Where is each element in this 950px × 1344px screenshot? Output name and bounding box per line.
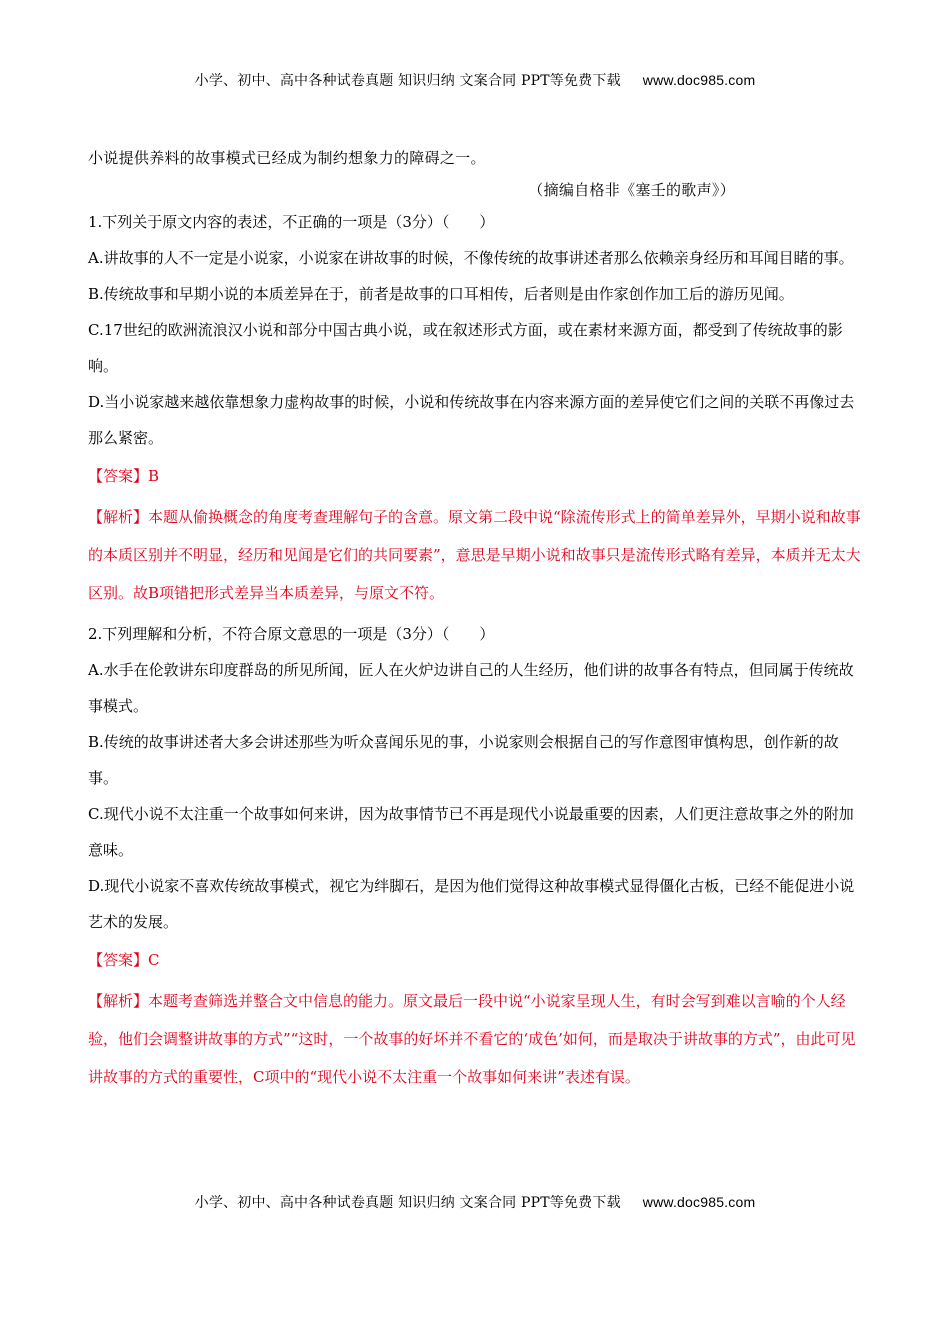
document-body xyxy=(88,148,863,1100)
page-header xyxy=(0,70,950,90)
option-a: A.水手在伦敦讲东印度群岛的所见所闻，匠人在火炉边讲自己的人生经历，他们讲的故事各有特点，但同属于传统故事模式。 xyxy=(88,661,854,715)
option-b: B.传统故事和早期小说的本质差异在于，前者是故事的口耳相传，后者则是由作家创作加工后的游历见闻。 xyxy=(88,285,794,303)
option-b: B.传统的故事讲述者大多会讲述那些为听众喜闻乐见的事，小说家则会根据自己的写作意图审慎构思，创作新的故事。 xyxy=(88,733,839,787)
analysis: 【解析】本题考查筛选并整合文中信息的能力。原文最后一段中说“小说家呈现人生，有时会写到难以言喻的个人经验，他们会调整讲故事的方式”“这时，一个故事的好坏并不看它的‘成色’如何，而是取决于讲故事的方式”，由此可见讲故事的方式的重要性，C项中的“现代小说不太注重一个故事如何来讲”表述有误。 xyxy=(88,992,856,1086)
question-stem: 1.下列关于原文内容的表述，不正确的一项是（3分）（ ） xyxy=(88,213,495,231)
analysis: 【解析】本题从偷换概念的角度考查理解句子的含意。原文第二段中说“除流传形式上的简单差异外，早期小说和故事的本质区别并不明显，经历和见闻是它们的共同要素”，意思是早期小说和故事只是流传形式略有差异，本质并无太大区别。故B项错把形式差异当本质差异，与原文不符。 xyxy=(88,508,861,602)
option-d: D.当小说家越来越依靠想象力虚构故事的时候，小说和传统故事在内容来源方面的差异使它们之间的关联不再像过去那么紧密。 xyxy=(88,393,855,447)
option-d: D.现代小说家不喜欢传统故事模式，视它为绊脚石，是因为他们觉得这种故事模式显得僵化古板，已经不能促进小说艺术的发展。 xyxy=(88,877,855,931)
intro-paragraph: 小说提供养料的故事模式已经成为制约想象力的障碍之一。 xyxy=(88,149,486,167)
source-citation: （摘编自格非《塞壬的歌声》） xyxy=(528,181,735,199)
header-text: 小学、初中、高中各种试卷真题 知识归纳 文案合同 PPT等免费下载 xyxy=(194,73,621,89)
question-stem: 2.下列理解和分析，不符合原文意思的一项是（3分）（ ） xyxy=(88,625,495,643)
option-c: C.17世纪的欧洲流浪汉小说和部分中国古典小说，或在叙述形式方面，或在素材来源方面，都受到了传统故事的影响。 xyxy=(88,321,843,375)
question-2 xyxy=(88,616,863,1096)
footer-text: 小学、初中、高中各种试卷真题 知识归纳 文案合同 PPT等免费下载 xyxy=(194,1195,621,1211)
option-c: C.现代小说不太注重一个故事如何来讲，因为故事情节已不再是现代小说最重要的因素，人们更注意故事之外的附加意味。 xyxy=(88,805,854,859)
option-a: A.讲故事的人不一定是小说家，小说家在讲故事的时候，不像传统的故事讲述者那么依赖亲身经历和耳闻目睹的事。 xyxy=(88,249,854,267)
header-url[interactable]: www.doc985.com xyxy=(642,72,756,88)
footer-url[interactable]: www.doc985.com xyxy=(642,1194,756,1210)
answer: 【答案】B xyxy=(88,467,160,485)
question-1 xyxy=(88,204,863,612)
answer: 【答案】C xyxy=(88,951,160,969)
page-footer xyxy=(0,1192,950,1212)
